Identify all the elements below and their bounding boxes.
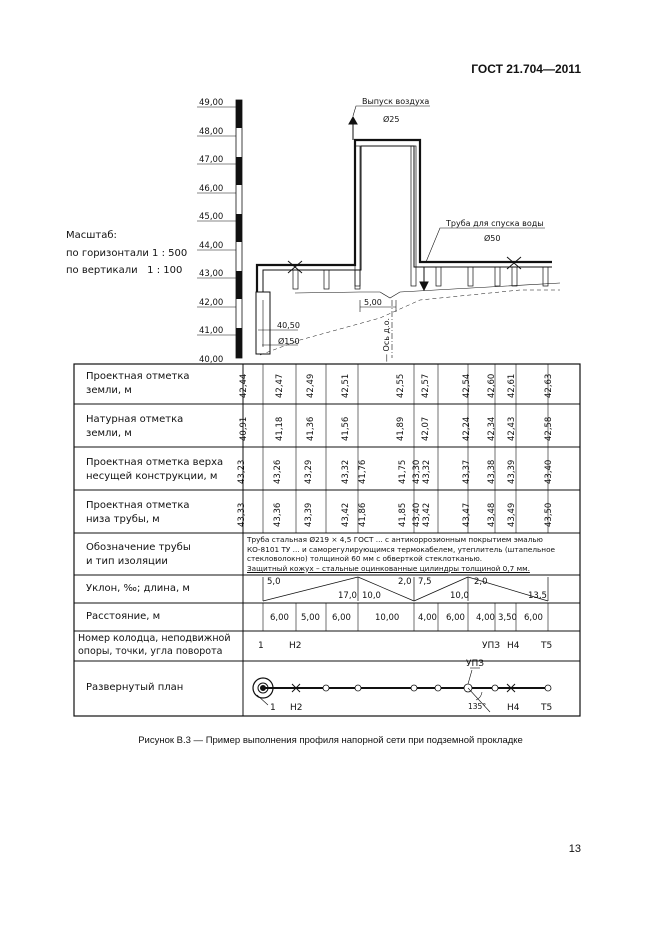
distance-value: 6,00: [524, 613, 543, 623]
elev-tick: 45,00: [199, 212, 224, 222]
elevation-value: 43,47: [462, 502, 472, 527]
well-diameter: Ø150: [278, 337, 300, 346]
row-label-distance: Расстояние, м: [86, 611, 161, 622]
elevation-value: 42,24: [462, 416, 472, 441]
distance-value: 5,00: [301, 613, 320, 623]
distance-value: 3,50: [498, 613, 517, 623]
elevation-value: 42,44: [239, 373, 249, 398]
elevation-value: 43,32: [341, 459, 351, 484]
elevation-value: 43,49: [507, 502, 517, 527]
elevation-value: 41,85: [398, 502, 408, 527]
elevation-value: 43,42: [422, 502, 432, 527]
elevation-value: 40,91: [239, 416, 249, 441]
row-label-natural-ground: Натурная отметка земли, м: [86, 414, 184, 439]
distance-value: 10,00: [375, 613, 400, 623]
elev-tick: 42,00: [199, 298, 224, 308]
slope-value: 2,0: [398, 577, 412, 587]
elevation-value: 43,23: [237, 459, 247, 484]
point-label: Н2: [289, 641, 302, 651]
elevation-value: 43,50: [544, 502, 554, 527]
elevation-value: 42,07: [421, 416, 431, 441]
point-label: Т5: [541, 641, 553, 651]
elevation-value: 43,40: [544, 459, 554, 484]
elevation-value: 43,32: [422, 459, 432, 484]
elevation-value: 41,18: [275, 416, 285, 441]
slope-value: 7,5: [418, 577, 432, 587]
elevation-value: 43,40: [412, 502, 422, 527]
distance-value: 6,00: [270, 613, 289, 623]
elev-tick: 43,00: [199, 269, 224, 279]
pipe-note-line: стекловолокно) толщиной 60 мм с обверткой стеклотканью.: [247, 554, 483, 564]
elevation-value: 42,60: [487, 373, 497, 398]
distance-value: 4,00: [418, 613, 437, 623]
distance-value: 4,00: [476, 613, 495, 623]
elevation-value: 42,57: [421, 373, 431, 398]
elevation-value: 42,49: [306, 373, 316, 398]
elev-tick: 49,00: [199, 98, 224, 108]
elevation-value: 43,29: [304, 459, 314, 484]
elevation-value: 41,76: [358, 459, 368, 484]
elevation-value: 41,89: [396, 416, 406, 441]
elevation-value: 41,86: [358, 502, 368, 527]
drain-pipe-diameter: Ø50: [484, 234, 501, 243]
elevation-value: 42,58: [544, 416, 554, 441]
elevation-value: 42,61: [507, 373, 517, 398]
elevation-value: 43,30: [412, 459, 422, 484]
row-label-design-ground: Проектная отметка земли, м: [86, 371, 190, 396]
elevation-value: 42,55: [396, 373, 406, 398]
slope-length: 10,0: [450, 591, 469, 601]
elev-tick: 46,00: [199, 184, 224, 194]
elevation-value: 43,38: [487, 459, 497, 484]
row-label-structure-top: Проектная отметка верха несущей конструкции, м: [86, 457, 224, 482]
row-label-points: Номер колодца, неподвижной опоры, точки, угла поворота: [78, 633, 231, 657]
elevation-value: 42,47: [275, 373, 285, 398]
point-label: 1: [258, 641, 264, 651]
elevation-value: 43,39: [304, 502, 314, 527]
elev-tick: 40,00: [199, 355, 224, 365]
slope-length: 13,5: [528, 591, 547, 601]
elevation-value: 42,63: [544, 373, 554, 398]
elevation-value: 43,48: [487, 502, 497, 527]
slope-length: 17,0: [338, 591, 357, 601]
pipe-note-line: Защитный кожух – стальные оцинкованные цилиндры толщиной 0,7 мм.: [247, 563, 530, 573]
pipe-note-line: Труба стальная Ø219 × 4,5 ГОСТ ... с антикоррозионным покрытием эмалью: [247, 535, 543, 544]
elevation-value: 42,34: [487, 416, 497, 441]
elevation-value: 41,36: [306, 416, 316, 441]
drain-pipe-label: Труба для спуска воды: [446, 219, 544, 228]
row-label-pipe-bottom: Проектная отметка низа трубы, м: [86, 500, 190, 525]
plan-label: 135°: [468, 702, 487, 711]
slope-value: 2,0: [474, 577, 488, 587]
elev-tick: 48,00: [199, 127, 224, 137]
elev-tick: 47,00: [199, 155, 224, 165]
dimension-label: 5,00: [364, 298, 382, 307]
plan-label: Т5: [541, 703, 553, 713]
figure-caption: Рисунок В.3 — Пример выполнения профиля напорной сети при подземной прокладке: [138, 735, 523, 746]
air-release-diameter: Ø25: [383, 115, 400, 124]
scale-vertical: по вертикали 1 : 100: [66, 265, 183, 276]
elevation-value: 42,54: [462, 373, 472, 398]
distance-value: 6,00: [446, 613, 465, 623]
plan-label: УПЗ: [466, 659, 485, 669]
elevation-value: 43,33: [237, 502, 247, 527]
row-label-plan: Развернутый план: [86, 682, 184, 693]
scale-title: Масштаб:: [66, 230, 117, 241]
plan-label: Н2: [290, 703, 303, 713]
point-label: УПЗ: [482, 641, 501, 651]
plan-label: 1: [270, 703, 276, 713]
pipe-note-line: КО-8101 ТУ ... и саморегулирующимся термокабелем, утеплитель (штапельное: [247, 544, 556, 554]
elevation-value: 42,51: [341, 373, 351, 398]
elevation-value: 43,26: [273, 459, 283, 484]
elevation-value: 41,75: [398, 459, 408, 484]
plan-label: Н4: [507, 703, 520, 713]
distance-value: 6,00: [332, 613, 351, 623]
elev-tick: 41,00: [199, 326, 224, 336]
axis-label: — Ось д.о.: [382, 317, 391, 362]
document-code: ГОСТ 21.704—2011: [471, 62, 581, 76]
point-label: Н4: [507, 641, 520, 651]
air-release-label: Выпуск воздуха: [362, 97, 430, 106]
elevation-value: 43,36: [273, 502, 283, 527]
slope-length: 10,0: [362, 591, 381, 601]
elevation-value: 42,43: [507, 416, 517, 441]
elevation-value: 43,37: [462, 459, 472, 484]
row-label-pipe-designation: Обозначение трубы и тип изоляции: [86, 542, 191, 567]
elevation-value: 41,56: [341, 416, 351, 441]
scale-horizontal: по горизонтали 1 : 500: [66, 248, 188, 259]
row-label-slope: Уклон, ‰; длина, м: [86, 583, 190, 594]
elevation-value: 43,42: [341, 502, 351, 527]
well-elevation: 40,50: [277, 321, 300, 330]
page-number: 13: [568, 843, 581, 855]
slope-value: 5,0: [267, 577, 281, 587]
elev-tick: 44,00: [199, 241, 224, 251]
elevation-value: 43,39: [507, 459, 517, 484]
